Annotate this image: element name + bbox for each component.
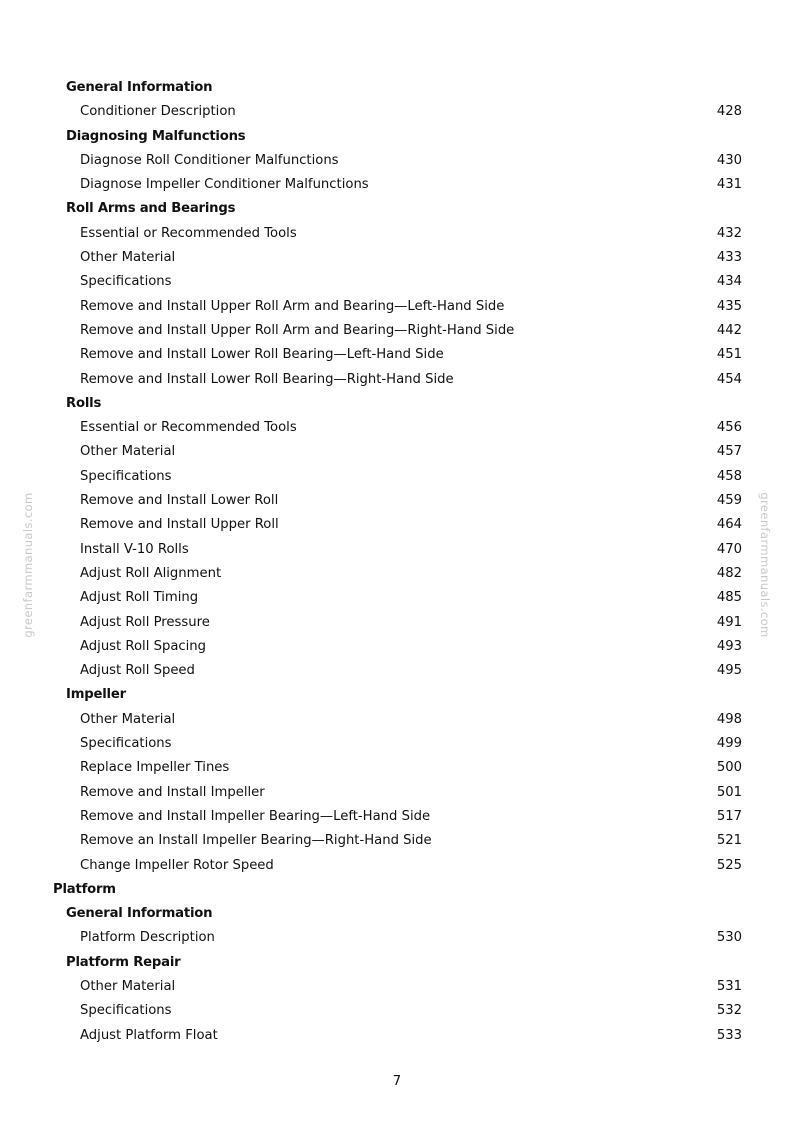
toc-entry-title: Specifications xyxy=(80,736,172,752)
toc-section-heading[interactable] xyxy=(0,125,794,149)
toc-entry-page: 458 xyxy=(716,468,742,484)
watermark-left: greenfarmmanuals.com xyxy=(21,492,35,638)
toc-entry-title: Diagnose Impeller Conditioner Malfunctions xyxy=(80,177,369,193)
toc-entry-title: Platform Description xyxy=(80,930,215,946)
toc-entry-page: 432 xyxy=(716,225,742,241)
toc-entry-title: Diagnosing Malfunctions xyxy=(66,128,246,144)
toc-entry-page: 457 xyxy=(716,444,742,460)
toc-entry[interactable] xyxy=(0,708,794,732)
toc-entry-page: 493 xyxy=(716,638,742,654)
toc-entry-page: 531 xyxy=(716,978,742,994)
toc-entry-title: Adjust Roll Spacing xyxy=(80,638,207,654)
toc-entry-title: Remove and Install Impeller xyxy=(80,784,265,800)
toc-entry[interactable] xyxy=(0,440,794,464)
toc-entry[interactable] xyxy=(0,611,794,635)
toc-entry-page: 495 xyxy=(716,663,742,679)
watermark-right: greenfarmmanuals.com xyxy=(758,492,772,638)
toc-section-heading[interactable] xyxy=(0,902,794,926)
toc-entry-page: 435 xyxy=(716,298,742,314)
toc-entry-page: 434 xyxy=(716,274,742,290)
toc-entry-page: 470 xyxy=(716,541,742,557)
toc-entry-title: Remove and Install Upper Roll xyxy=(80,517,279,533)
toc-entry-page: 456 xyxy=(716,420,742,436)
toc-entry-title: General Information xyxy=(66,80,213,95)
toc-entry[interactable] xyxy=(0,489,794,513)
toc-entry-page: 442 xyxy=(716,322,742,338)
toc-entry-title: Platform xyxy=(53,881,116,897)
toc-entry[interactable] xyxy=(0,270,794,294)
toc-entry-page: 428 xyxy=(716,104,742,120)
toc-entry-title: Remove and Install Upper Roll Arm and Bearing—Right-Hand Side xyxy=(80,322,515,338)
toc-entry[interactable] xyxy=(0,149,794,173)
toc-entry[interactable] xyxy=(0,829,794,853)
toc-entry-page: 491 xyxy=(716,614,742,630)
toc-entry-page: 533 xyxy=(716,1027,742,1043)
toc-entry-page: 500 xyxy=(716,760,742,776)
toc-entry-title: Remove and Install Upper Roll Arm and Bearing—Left-Hand Side xyxy=(80,298,505,314)
toc-entry[interactable] xyxy=(0,732,794,756)
toc-entry-title: Rolls xyxy=(66,395,102,411)
toc-entry-title: Remove an Install Impeller Bearing—Right-Hand Side xyxy=(80,833,432,849)
toc-entry-page: 482 xyxy=(716,565,742,581)
toc-entry-title: Remove and Install Impeller Bearing—Left-Hand Side xyxy=(80,808,431,824)
toc-entry[interactable] xyxy=(0,343,794,367)
toc-entry-title: General Information xyxy=(66,906,213,922)
toc-entry[interactable] xyxy=(0,926,794,950)
toc-entry-page: 530 xyxy=(716,930,742,946)
table-of-contents xyxy=(0,76,794,1048)
toc-section-heading[interactable] xyxy=(0,76,794,100)
toc-entry-page: 430 xyxy=(716,152,742,168)
toc-entry-title: Install V-10 Rolls xyxy=(80,541,189,557)
toc-entry[interactable] xyxy=(0,246,794,270)
page-number: 7 xyxy=(392,1074,402,1089)
toc-entry[interactable] xyxy=(0,513,794,537)
toc-entry-title: Specifications xyxy=(80,468,172,484)
toc-entry-title: Remove and Install Lower Roll xyxy=(80,493,279,509)
toc-section-heading[interactable] xyxy=(0,197,794,221)
toc-entry[interactable] xyxy=(0,222,794,246)
toc-chapter-heading[interactable] xyxy=(0,878,794,902)
toc-entry-title: Other Material xyxy=(80,711,176,727)
toc-entry[interactable] xyxy=(0,635,794,659)
toc-entry[interactable] xyxy=(0,368,794,392)
toc-entry-page: 485 xyxy=(716,590,742,606)
toc-entry-page: 459 xyxy=(716,493,742,509)
toc-entry-page: 431 xyxy=(716,177,742,193)
toc-entry[interactable] xyxy=(0,319,794,343)
toc-entry-page: 499 xyxy=(716,736,742,752)
toc-entry-title: Specifications xyxy=(80,274,172,290)
toc-entry-title: Remove and Install Lower Roll Bearing—Right-Hand Side xyxy=(80,371,454,387)
toc-entry-page: 525 xyxy=(716,857,742,873)
toc-entry[interactable] xyxy=(0,805,794,829)
toc-entry-page: 521 xyxy=(716,833,742,849)
toc-entry-title: Adjust Platform Float xyxy=(80,1027,218,1043)
toc-entry-title: Change Impeller Rotor Speed xyxy=(80,857,274,873)
toc-entry-title: Other Material xyxy=(80,250,176,266)
toc-entry-title: Roll Arms and Bearings xyxy=(66,201,236,217)
toc-entry[interactable] xyxy=(0,416,794,440)
toc-section-heading[interactable] xyxy=(0,683,794,707)
toc-entry-title: Other Material xyxy=(80,978,176,994)
toc-entry-title: Adjust Roll Alignment xyxy=(80,565,222,581)
toc-entry[interactable] xyxy=(0,465,794,489)
toc-entry-title: Essential or Recommended Tools xyxy=(80,225,297,241)
toc-section-heading[interactable] xyxy=(0,392,794,416)
toc-entry[interactable] xyxy=(0,586,794,610)
toc-entry-page: 498 xyxy=(716,711,742,727)
toc-entry[interactable] xyxy=(0,659,794,683)
toc-entry[interactable] xyxy=(0,100,794,124)
toc-entry-title: Adjust Roll Timing xyxy=(80,590,199,606)
toc-entry-title: Adjust Roll Speed xyxy=(80,663,195,679)
toc-entry[interactable] xyxy=(0,538,794,562)
toc-entry[interactable] xyxy=(0,562,794,586)
toc-entry-title: Specifications xyxy=(80,1003,172,1019)
toc-entry-page: 433 xyxy=(716,250,742,266)
toc-entry-title: Conditioner Description xyxy=(80,104,236,120)
toc-entry-title: Platform Repair xyxy=(66,954,181,970)
toc-entry[interactable] xyxy=(0,1024,794,1048)
toc-entry-page: 451 xyxy=(716,347,742,363)
toc-entry[interactable] xyxy=(0,173,794,197)
toc-entry-title: Replace Impeller Tines xyxy=(80,760,230,776)
toc-entry-page: 517 xyxy=(716,808,742,824)
toc-entry[interactable] xyxy=(0,756,794,780)
toc-entry-title: Diagnose Roll Conditioner Malfunctions xyxy=(80,152,339,168)
toc-entry-title: Remove and Install Lower Roll Bearing—Left-Hand Side xyxy=(80,347,444,363)
toc-entry-title: Essential or Recommended Tools xyxy=(80,420,297,436)
toc-entry-page: 464 xyxy=(716,517,742,533)
toc-entry-page: 532 xyxy=(716,1003,742,1019)
toc-entry-page: 454 xyxy=(716,371,742,387)
toc-entry[interactable] xyxy=(0,781,794,805)
toc-entry[interactable] xyxy=(0,999,794,1023)
toc-entry-title: Impeller xyxy=(66,687,126,703)
toc-entry-page: 501 xyxy=(716,784,742,800)
toc-entry[interactable] xyxy=(0,975,794,999)
toc-entry[interactable] xyxy=(0,854,794,878)
toc-entry-title: Other Material xyxy=(80,444,176,460)
toc-entry-title: Adjust Roll Pressure xyxy=(80,614,210,630)
toc-entry[interactable] xyxy=(0,295,794,319)
toc-section-heading[interactable] xyxy=(0,951,794,975)
